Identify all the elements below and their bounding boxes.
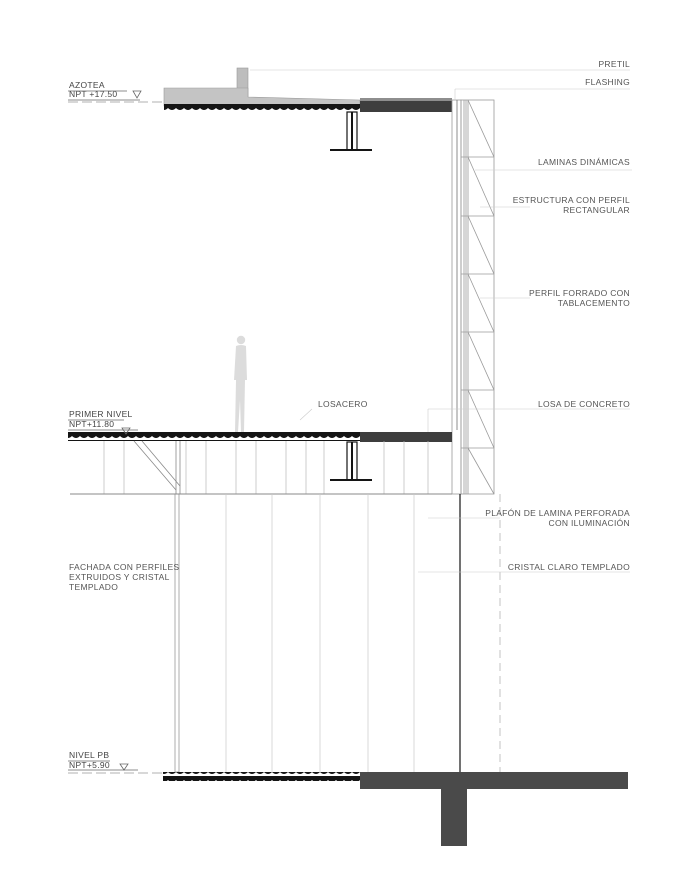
label-losacero: LOSACERO	[318, 399, 368, 409]
level-marker-nivel-pb	[68, 750, 162, 773]
label-plafon-line1: PLAFÓN DE LAMINA PERFORADA	[485, 508, 630, 518]
label-perfil-line1: PERFIL FORRADO CON	[529, 288, 630, 298]
first-floor-assembly	[68, 432, 452, 494]
ground-floor-assembly	[163, 772, 628, 846]
ground-floor-deck	[163, 772, 360, 781]
label-fachada-line1: FACHADA CON PERFILES	[69, 562, 180, 572]
level-marker-primer-nivel	[68, 409, 138, 434]
foundation-column	[441, 789, 467, 846]
label-cristal: CRISTAL CLARO TEMPLADO	[507, 562, 630, 572]
level-npt-nivel-pb: NPT+5.90	[69, 760, 110, 770]
label-perfil-line2: TABLACEMENTO	[557, 298, 630, 308]
label-flashing: FLASHING	[585, 77, 630, 87]
roof-deck-left	[164, 102, 360, 111]
roof-assembly	[164, 68, 452, 150]
label-losa-concreto: LOSA DE CONCRETO	[537, 399, 630, 409]
label-plafon-line2: CON ILUMINACIÓN	[548, 518, 630, 528]
level-name-primer-nivel: PRIMER NIVEL	[69, 409, 133, 419]
flashing	[360, 98, 452, 101]
facade-truss	[452, 100, 494, 494]
label-estructura-line2: RECTANGULAR	[563, 205, 630, 215]
level-npt-primer-nivel: NPT+11.80	[69, 419, 115, 429]
label-fachada-line3: TEMPLADO	[69, 582, 119, 592]
first-floor-concrete-slab	[360, 432, 452, 442]
level-name-azotea: AZOTEA	[69, 80, 105, 90]
human-scale-figure	[234, 336, 247, 432]
first-floor-deck	[68, 432, 360, 441]
label-laminas-dinamicas: LAMINAS DINÁMICAS	[537, 157, 630, 167]
ground-concrete-slab	[360, 772, 628, 789]
label-estructura-line1: ESTRUCTURA CON PERFIL	[512, 195, 630, 205]
label-pretil: PRETIL	[598, 59, 630, 69]
ground-floor-facade	[175, 494, 460, 772]
level-marker-azotea	[68, 80, 162, 102]
level-npt-azotea: NPT +17.50	[69, 89, 118, 99]
leader-lines	[250, 70, 632, 572]
label-fachada-line2: EXTRUIDOS Y CRISTAL	[69, 572, 170, 582]
annotations	[69, 59, 630, 592]
level-name-nivel-pb: NIVEL PB	[69, 750, 110, 760]
